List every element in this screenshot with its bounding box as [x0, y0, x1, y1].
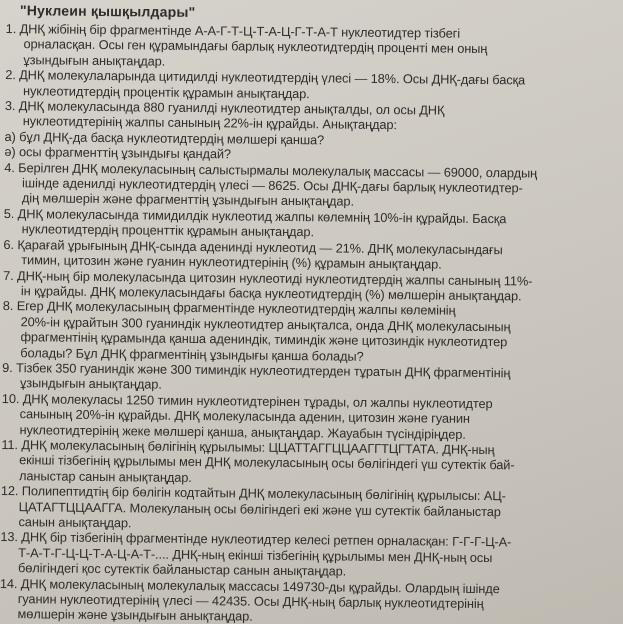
text-line: Т-А-Т-Г-Ц-Ц-Т-А-Ц-А-Т-.... ДНҚ-ның екінші тізбегінің құрылымы мен ДНҚ-ның осы	[18, 544, 493, 565]
text-line: 10. ДНҚ молекуласы 1250 тимин нуклеотидтерінен тұрады, ол жалпы нуклеотидтер	[1, 390, 493, 411]
text-line: 2. ДНҚ молекулаларында цитидилді нуклеотидтердің үлесі — 18%. Осы ДНҚ-дағы басқа	[5, 67, 526, 88]
text-line: 13. ДНҚ бір тізбегінің фрагментінде нуклеотидтер келесі ретпен орналасқан: Г-Г-Г-Ц-А-	[0, 529, 512, 550]
text-line: 12. Полипептидтің бір бөлігін кодтайтын ДНҚ молекуласының бөлігінің құрылысы: АЦ-	[0, 483, 506, 504]
text-line: а) бұл ДНҚ-да басқа нуклеотидтердің мөлшері қанша?	[4, 128, 325, 148]
text-line: ішінде аденилді нуклеотидтердің үлесі — 8625. Осы ДНҚ-дағы барлық нуклеотидтер-	[22, 175, 523, 196]
text-line: дің мөлшерін және фрагменттің ұзындығын анықтаңдар.	[21, 190, 355, 210]
text-line: екінші тізбегінің құрылымы мен ДНҚ молекуласының осы бөлігіндегі үш сутектік бай-	[19, 452, 515, 473]
text-line: болады? Бұл ДНҚ фрагментінің ұзындығы қанша болады?	[20, 344, 364, 364]
text-line: санын анықтаңдар.	[18, 514, 132, 531]
text-line: орналасқан. Осы ген құрамындағы барлық нуклеотидтердің проценті мен оның	[23, 36, 488, 57]
text-line: ә) осы фрагменттің ұзындығы қандай?	[4, 144, 232, 162]
text-line: 20%-ін құрайтын 300 гуаниндік нуклеотидтер анықталса, онда ДНҚ молекуласының	[20, 313, 511, 335]
text-line: санының 20%-ін құрайды. ДНҚ молекуласында аденин, цитозин және гуанин	[19, 406, 471, 427]
problem-list	[0, 21, 618, 624]
text-line: ұзындығын анықтаңдар.	[19, 375, 162, 392]
worksheet-title: "Нуклеин қышқылдары"	[19, 2, 196, 20]
text-line: ЦАТАГТЦЦААГГА. Молекуланың осы бөлігіндегі екі және үш сутектік байланыстар	[18, 498, 501, 519]
text-line: 4. Берілген ДНҚ молекуласының салыстырмалы молекулалық массасы — 69000, олардың	[4, 159, 538, 181]
text-line: 3. ДНҚ молекуласында 880 гуанилді нуклеотидтер анықталды, ол осы ДНҚ	[4, 98, 445, 118]
text-line: мөлшерін және ұзындығын анықтаңдар.	[17, 606, 253, 624]
text-line: нуклеотидтердің проценттік құрамын анықтаңдар.	[21, 221, 315, 240]
worksheet	[0, 2, 618, 624]
text-line: 7. ДНҚ-ның бір молекуласында цитозин нуклеотиді нуклеотидтердің жалпы санының 11%-	[3, 267, 533, 289]
text-line: ін құрайды. ДНҚ молекуласындағы басқа нуклеотидтердің (%) мөлшерін анықтаңдар.	[20, 283, 522, 304]
text-line: 1. ДНҚ жібінің бір фрагментінде А-А-Г-Т-Ц-Т-А-Ц-Г-Т-А-Т нуклеотидтер тізбегі	[5, 20, 461, 41]
text-line: бөлігіндегі қос сутектік байланыстар санын анықтаңдар.	[17, 560, 347, 579]
text-line: ланыстар санын анықтаңдар.	[18, 467, 192, 485]
text-line: ұзындығын анықтаңдар.	[23, 51, 166, 69]
text-line: гуанин нуклеотидтерінің үлесі — 42435. Осы ДНҚ-ның барлық нуклеотидтерінің	[17, 591, 484, 612]
text-line: тимин, цитозин және гуанин нуклеотидтерінің (%) құрамын анықтаңдар.	[21, 252, 442, 272]
text-line: нуклеотидтерінің жалпы санының 22%-ін құрайды. Анықтаңдар:	[22, 113, 397, 133]
text-line: нуклеотидтерінің жеке мөлшері қанша, анықтаңдар. Жауабын түсіндіріңдер.	[19, 421, 466, 442]
text-line: фрагментінің құрамында қанша адениндік, тиминдік және цитозиндік нуклеотидтер	[20, 329, 508, 350]
text-line: 14. ДНҚ молекуласының молекулалық массасы 149730-ды құрайды. Олардың ішінде	[0, 575, 500, 596]
text-line: 9. Тізбек 350 гуаниндік және 300 тиминдік нуклеотидтерден тұратын ДНҚ фрагментінің	[2, 359, 511, 381]
text-line: 5. ДНҚ молекуласында тимидилдік нуклеотид жалпы көлемнің 10%-ін құрайды. Басқа	[3, 205, 507, 227]
text-line: нуклеотидтердің процентік құрамын анықтаңдар.	[22, 82, 310, 101]
text-line: 6. Қарағай ұрығының ДНҚ-сында аденинді нуклеотид — 21%. ДНҚ молекуласындағы	[3, 236, 503, 257]
text-line: 11. ДНҚ молекуласының бөлігінің құрылымы: ЦЦАТТАГГЦЦААГГТЦГТАТА. ДНҚ-ның	[1, 436, 495, 458]
text-line: 8. Егер ДНҚ молекуласының фрагментінде нуклеотидтердің жалпы көлемінің	[2, 298, 456, 319]
